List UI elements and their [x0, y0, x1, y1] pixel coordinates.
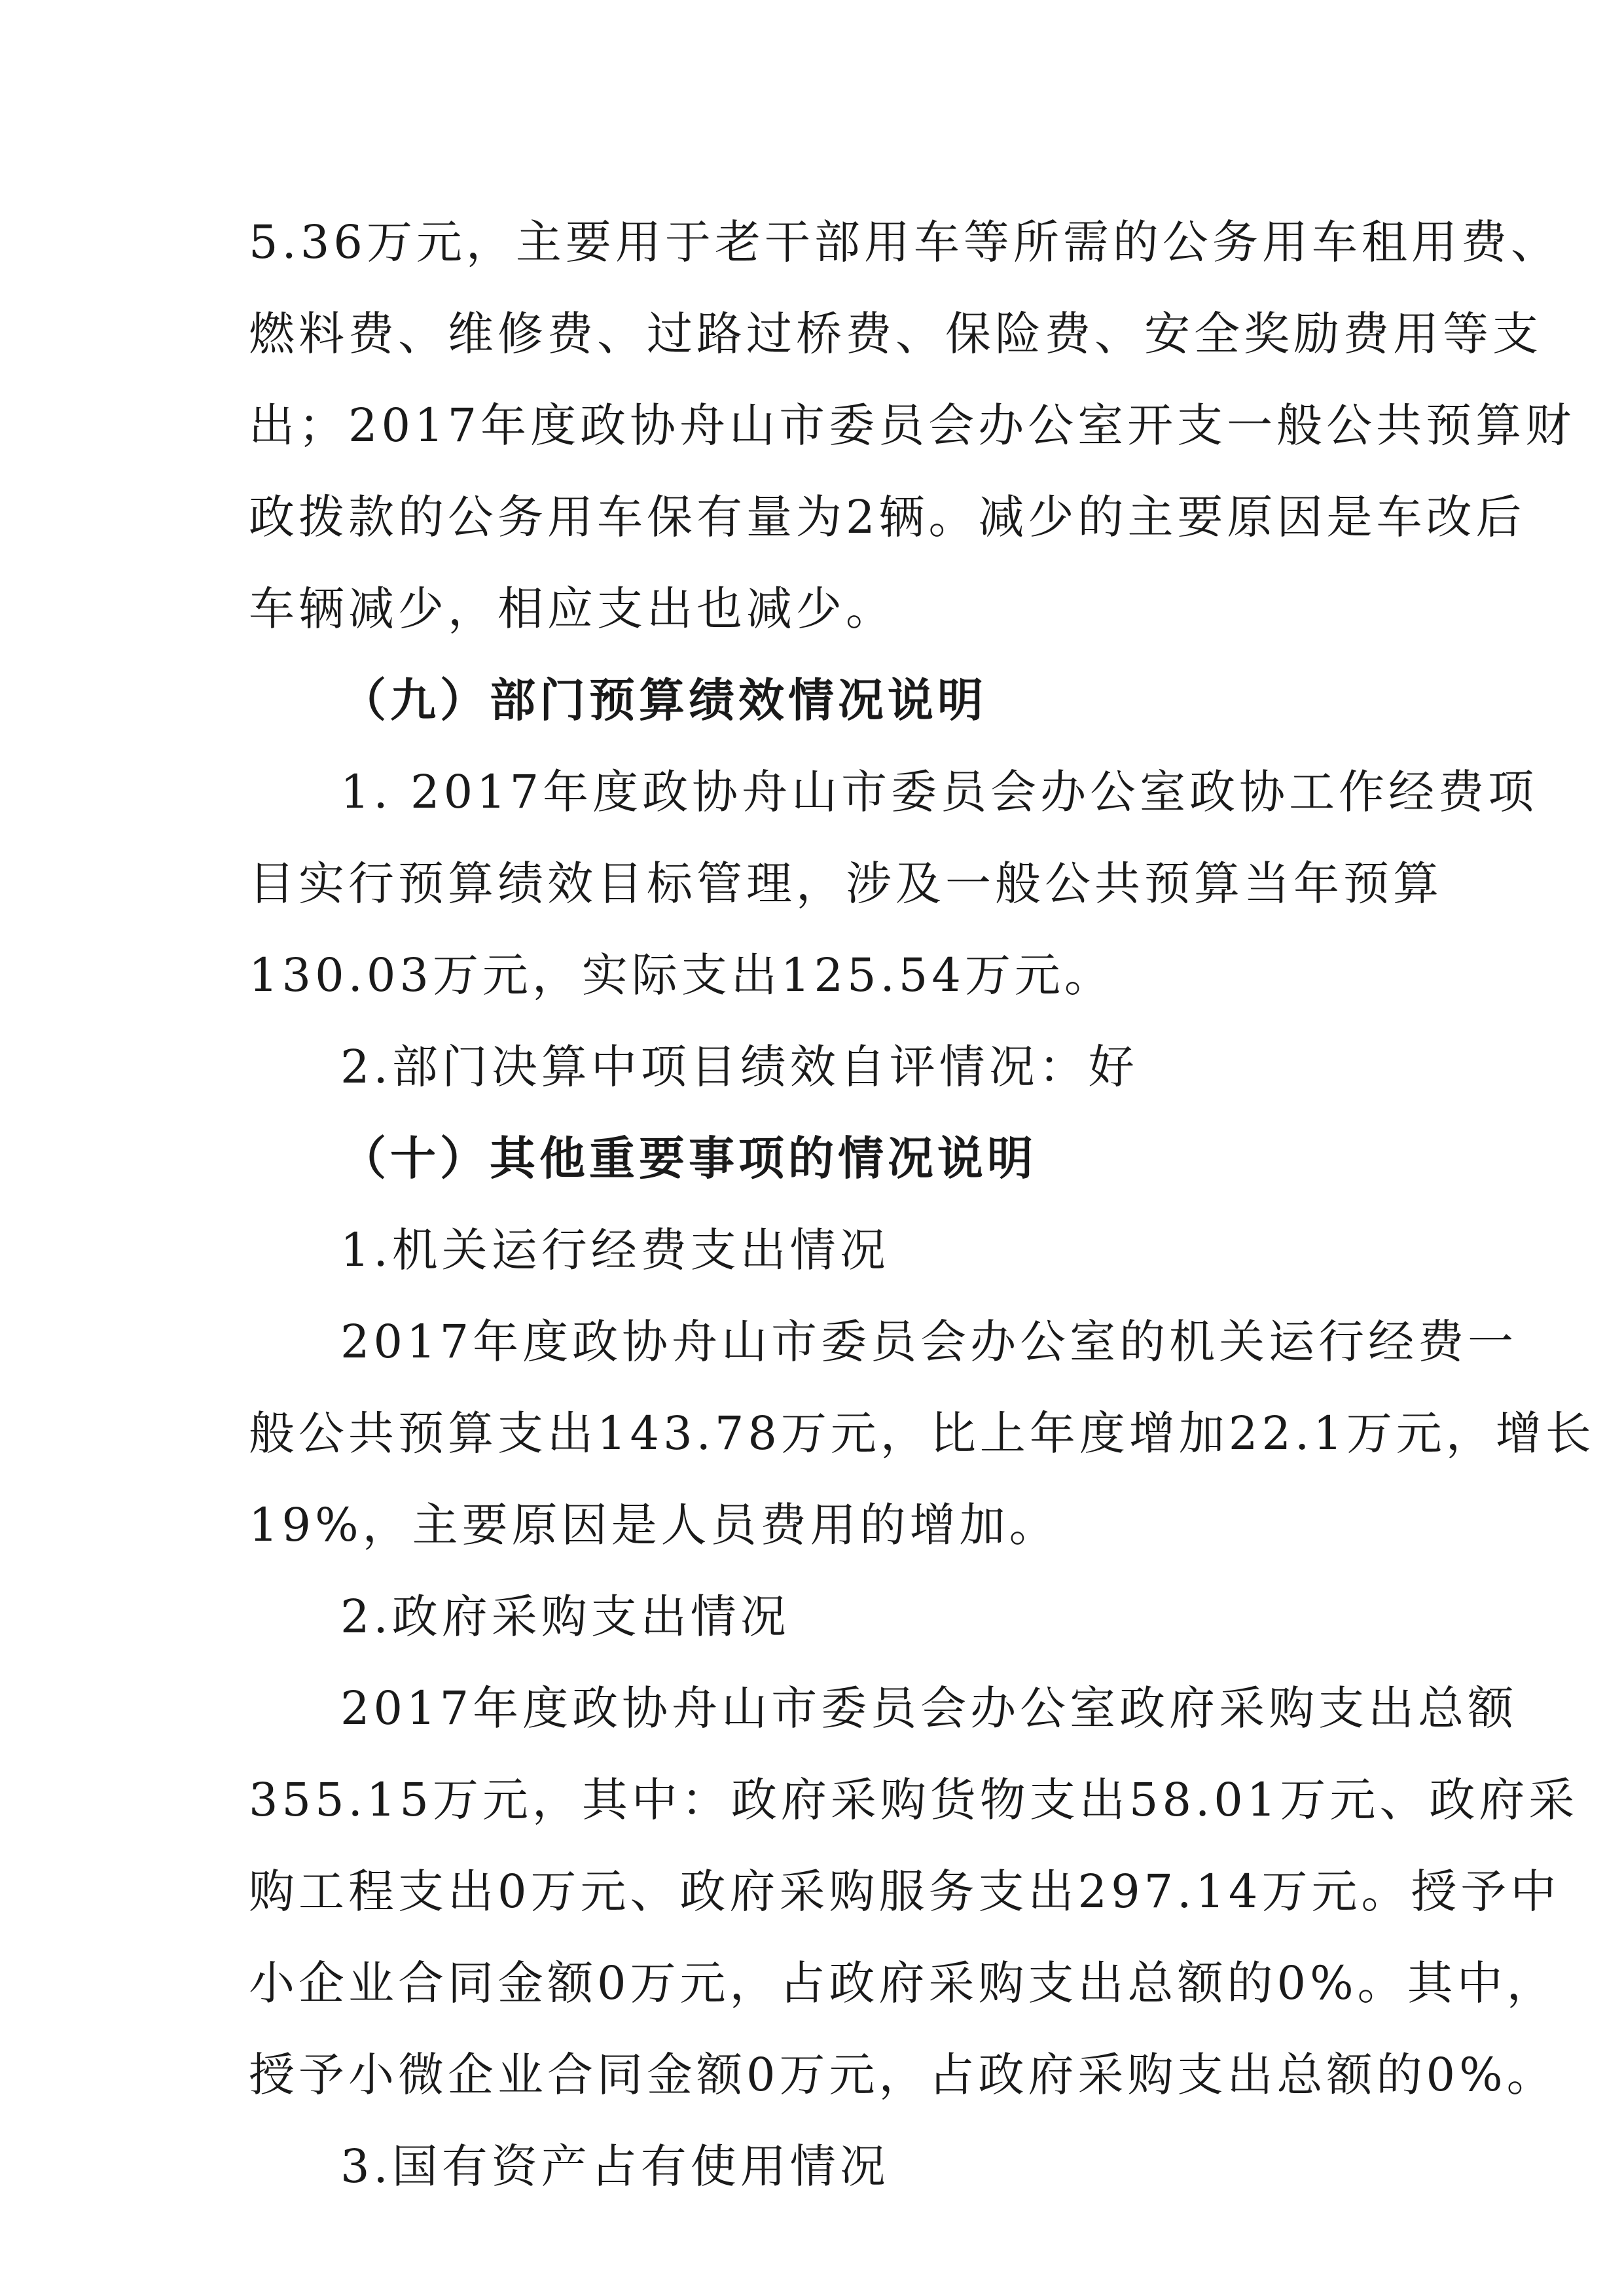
- item-1-body: [249, 1296, 1595, 1571]
- text-line: 般公共预算支出143.78万元，比上年度增加22.1万元，增长: [249, 1407, 1595, 1460]
- item-1-title: 1.机关运行经费支出情况: [340, 1223, 890, 1277]
- item-2-title: 2.政府采购支出情况: [340, 1590, 790, 1643]
- performance-item-2: 2.部门决算中项目绩效自评情况：好: [340, 1040, 1138, 1094]
- text-line: 购工程支出0万元、政府采购服务支出297.14万元。授予中: [249, 1865, 1561, 1918]
- paragraph-car-expense: [249, 196, 1576, 655]
- text-line: 车辆减少，相应支出也减少。: [249, 582, 895, 636]
- text-line: 130.03万元，实际支出125.54万元。: [249, 948, 1114, 1002]
- text-line: 19%，主要原因是人员费用的增加。: [249, 1498, 1059, 1552]
- section-heading-10: （十）其他重要事项的情况说明: [340, 1132, 1037, 1185]
- text-line: 政拨款的公务用车保有量为2辆。减少的主要原因是车改后: [249, 490, 1526, 544]
- text-line: 小企业合同金额0万元，占政府采购支出总额的0%。其中，: [249, 1956, 1557, 2010]
- text-line: 2017年度政协舟山市委员会办公室的机关运行经费一: [340, 1315, 1518, 1369]
- text-line: 2017年度政协舟山市委员会办公室政府采购支出总额: [340, 1681, 1518, 1735]
- performance-item-1: [249, 746, 1538, 1021]
- text-line: 355.15万元，其中：政府采购货物支出58.01万元、政府采: [249, 1773, 1579, 1827]
- document-page: [249, 196, 1595, 2212]
- item-3-title: 3.国有资产占有使用情况: [340, 2140, 890, 2193]
- section-heading-9: （九）部门预算绩效情况说明: [340, 673, 987, 727]
- text-line: 出；2017年度政协舟山市委员会办公室开支一般公共预算财: [249, 399, 1576, 452]
- text-line: 燃料费、维修费、过路过桥费、保险费、安全奖励费用等支: [249, 307, 1542, 361]
- text-line: 目实行预算绩效目标管理，涉及一般公共预算当年预算: [249, 857, 1443, 910]
- text-line: 1. 2017年度政协舟山市委员会办公室政协工作经费项: [340, 765, 1538, 819]
- text-line: 授予小微企业合同金额0万元，占政府采购支出总额的0%。: [249, 2048, 1557, 2102]
- text-line: 5.36万元，主要用于老干部用车等所需的公务用车租用费、: [249, 215, 1561, 269]
- item-2-body: [249, 1662, 1579, 2121]
